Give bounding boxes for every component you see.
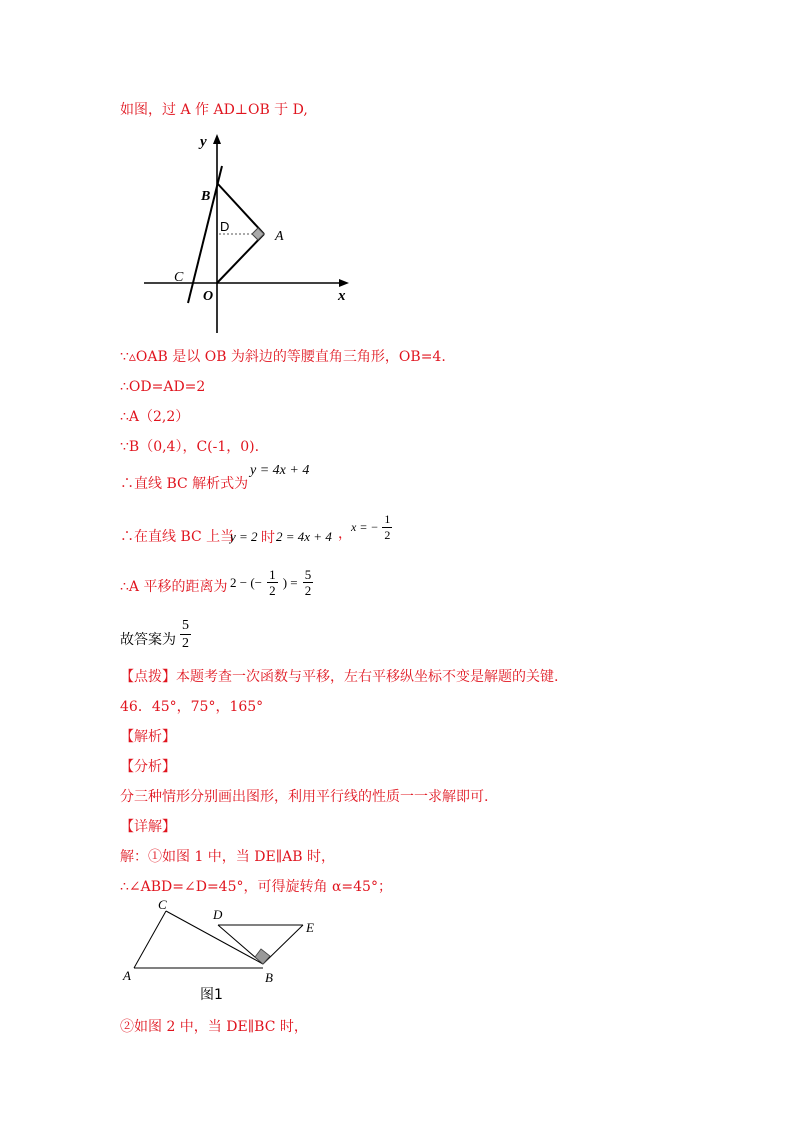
equation xyxy=(230,567,313,598)
equation: y = 4x + 4 xyxy=(250,463,310,478)
eq-part: ) = xyxy=(282,575,298,590)
label-y: y xyxy=(200,134,207,150)
text-line: 【解析】 xyxy=(120,729,176,745)
triangle-figure xyxy=(120,898,330,1008)
text-line: 【详解】 xyxy=(120,819,176,835)
line-text: ∴直线 BC 解析式为 xyxy=(120,476,249,492)
right-angle-mark xyxy=(255,949,270,964)
label-c: C xyxy=(158,898,167,912)
line-text: 时 xyxy=(261,530,275,546)
fraction: $\frac{5}{2}$ xyxy=(304,567,312,598)
text-line: ∴OD=AD=2 xyxy=(120,379,206,395)
equation: y = 2 xyxy=(230,529,258,544)
label-d: D xyxy=(220,219,230,234)
answer-fraction xyxy=(180,617,191,652)
text-line: 解：①如图 1 中，当 DE∥AB 时， xyxy=(120,849,336,865)
label-c: C xyxy=(174,270,184,285)
text-line xyxy=(120,474,248,494)
text-line: 46．45°，75°，165° xyxy=(120,699,264,715)
line-text: ∴A 平移的距离为 xyxy=(120,579,228,595)
segment-ac xyxy=(134,911,166,968)
text-line xyxy=(120,527,234,547)
label-a: A xyxy=(123,968,131,983)
x-axis-arrow xyxy=(339,279,349,287)
label-x: x xyxy=(338,288,346,304)
label-a: A xyxy=(275,229,284,244)
text-line xyxy=(120,630,176,650)
text-line: ∴∠ABD=∠D=45°，可得旋转角 α=45°； xyxy=(120,879,392,895)
label-b: B xyxy=(265,970,273,985)
fraction: $\frac{1}{2}$ xyxy=(384,512,391,542)
segment-eb xyxy=(263,925,303,964)
equation xyxy=(351,512,392,543)
text-line xyxy=(120,577,227,597)
text-line: 分三种情形分别画出图形，利用平行线的性质一一求解即可. xyxy=(120,789,489,805)
text-line: ∵B（0,4），C(-1，0). xyxy=(120,439,260,455)
text-line: ∴A（2,2） xyxy=(120,409,190,425)
fraction: $\frac{5}{2}$ xyxy=(182,618,189,651)
eq-part: 2 − (− xyxy=(230,575,262,590)
line-text: ， xyxy=(338,526,352,542)
coordinate-figure xyxy=(140,128,360,338)
equation: 2 = 4x + 4 xyxy=(276,529,332,544)
fraction: $\frac{1}{2}$ xyxy=(269,567,276,598)
text-line: 如图，过 A 作 AD⊥OB 于 D, xyxy=(120,102,308,118)
text-line: 【点拨】本题考查一次函数与平移，左右平移纵坐标不变是解题的关键. xyxy=(120,669,559,685)
x-eq: x = − xyxy=(351,520,379,534)
y-axis-arrow xyxy=(213,134,221,144)
label-e: E xyxy=(306,920,314,935)
text-line: ②如图 2 中，当 DE∥BC 时， xyxy=(120,1019,308,1035)
line-text: 故答案为 xyxy=(120,632,176,648)
label-d: D xyxy=(213,907,223,922)
figure-caption: 图1 xyxy=(200,987,223,1003)
right-angle-mark xyxy=(252,228,264,240)
text-line: 【分析】 xyxy=(120,759,176,775)
text-line: ∵▵OAB 是以 OB 为斜边的等腰直角三角形，OB=4. xyxy=(120,349,446,365)
line-text: ∴在直线 BC 上当 xyxy=(120,529,235,545)
label-b: B xyxy=(201,189,211,204)
segment-oa xyxy=(217,234,264,283)
label-o: O xyxy=(203,289,214,304)
